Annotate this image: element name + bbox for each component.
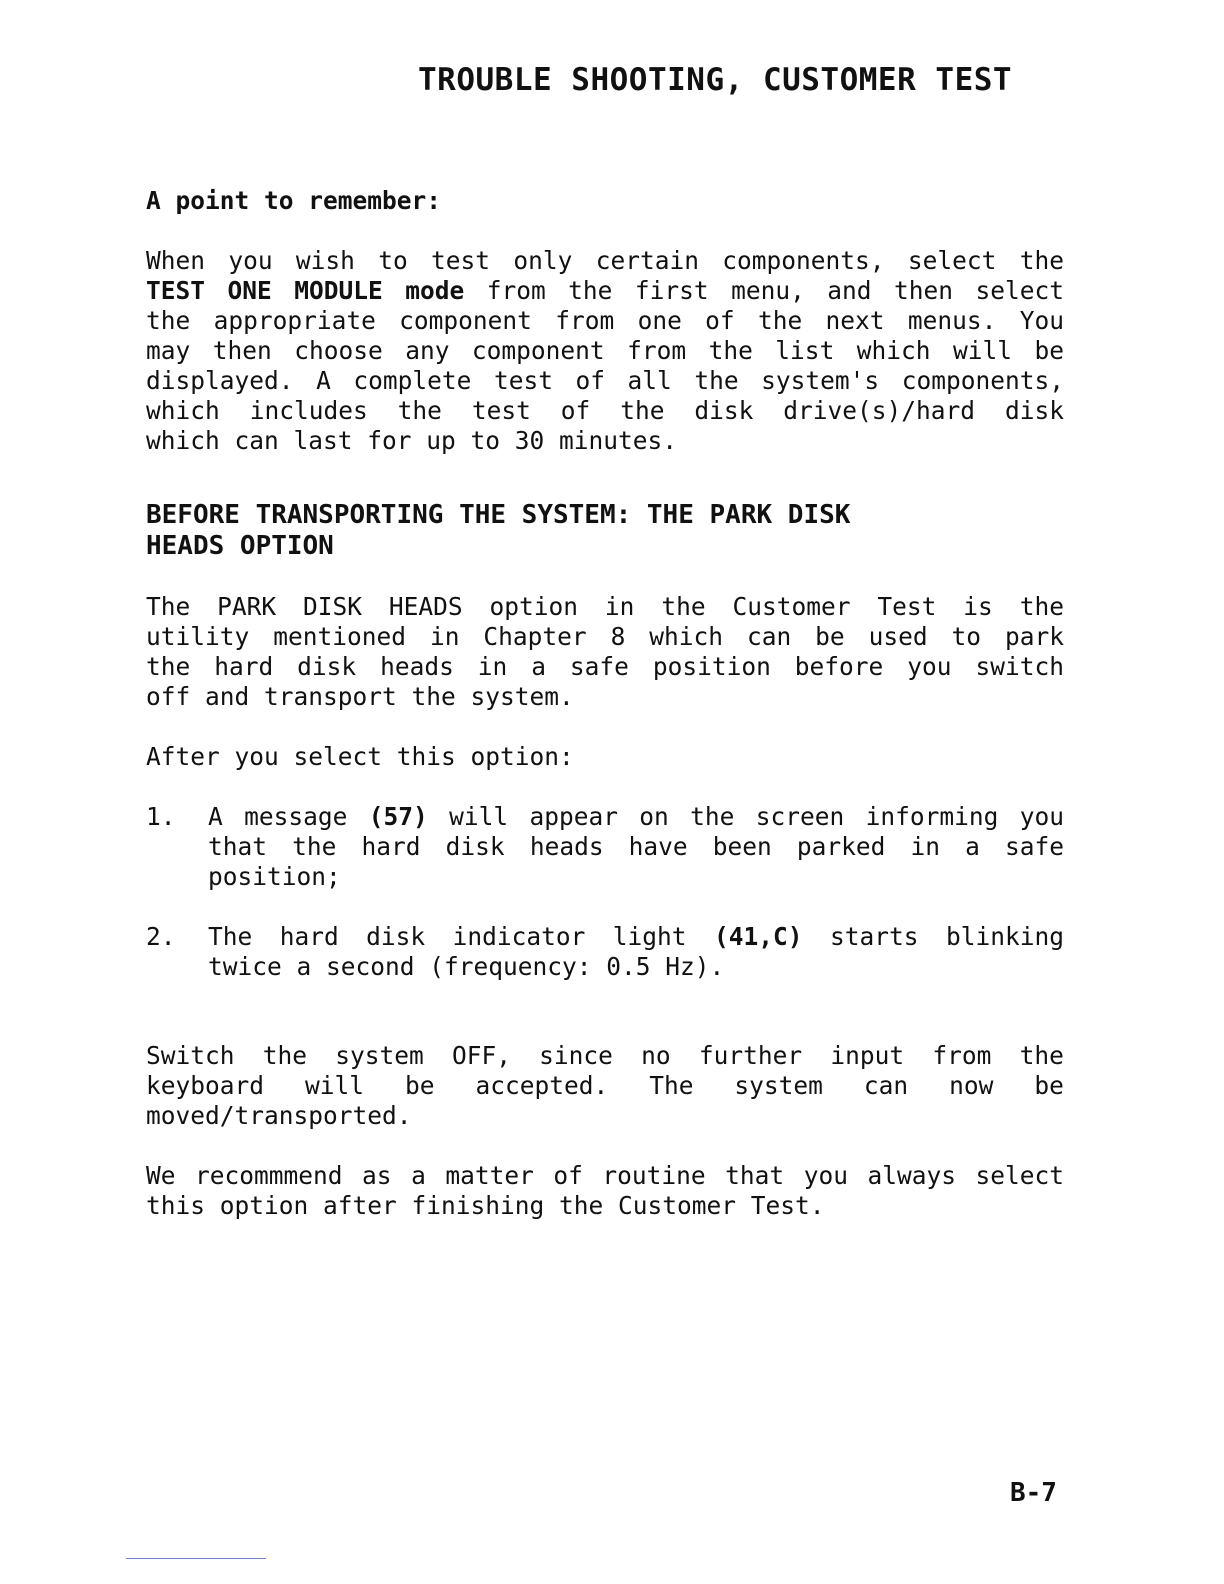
text-line: When you wish to test only certain components, select the <box>146 246 1064 275</box>
text-line: utility mentioned in Chapter 8 which can be used to park <box>146 622 1064 651</box>
spacer <box>146 216 1064 246</box>
text-line: which can last for up to 30 minutes. <box>146 426 678 455</box>
page-number: B-7 <box>1010 1478 1057 1508</box>
text-line: the appropriate component from one of the next menus. You <box>146 306 1064 335</box>
list-item <box>146 922 1064 982</box>
text-line: The hard disk indicator light (41,C) starts blinking <box>208 922 1064 951</box>
recommend-paragraph <box>146 1161 1064 1221</box>
text-line: which includes the test of the disk drive(s)/hard disk <box>146 396 1064 425</box>
text-line: position; <box>208 862 341 891</box>
spacer <box>146 456 1064 500</box>
after-select-text: After you select this option: <box>146 742 574 771</box>
spacer <box>146 982 1064 1026</box>
text-line: A message (57) will appear on the screen informing you <box>208 802 1064 831</box>
text-line: this option after finishing the Customer Test. <box>146 1191 825 1220</box>
text-line: may then choose any component from the list which will be <box>146 336 1064 365</box>
document-body <box>146 186 1064 1221</box>
text-line: that the hard disk heads have been parked in a safe <box>208 832 1064 861</box>
text-line: moved/transported. <box>146 1101 412 1130</box>
list-item <box>146 802 1064 892</box>
text-line: TEST ONE MODULE mode from the first menu, and then select <box>146 276 1064 305</box>
point-heading: A point to remember: <box>146 186 442 215</box>
switch-paragraph <box>146 1041 1064 1131</box>
list-number: 2. <box>146 922 176 951</box>
point-paragraph <box>146 246 1064 456</box>
text-line: We recommmend as a matter of routine that you always select <box>146 1161 1064 1190</box>
text-line: displayed. A complete test of all the system's components, <box>146 366 1064 395</box>
footer-rule <box>126 1558 266 1559</box>
section-heading: BEFORE TRANSPORTING THE SYSTEM: THE PARK DISK HEADS OPTION <box>146 500 851 561</box>
text-line: the hard disk heads in a safe position before you switch <box>146 652 1064 681</box>
list-number: 1. <box>146 802 176 831</box>
park-intro-paragraph <box>146 592 1064 712</box>
reference-code: (41,C) <box>714 922 803 951</box>
mode-name: TEST <box>146 276 206 305</box>
text-line: twice a second (frequency: 0.5 Hz). <box>208 952 725 981</box>
spacer <box>146 712 1064 742</box>
text-line: Switch the system OFF, since no further input from the <box>146 1041 1064 1070</box>
spacer <box>146 1026 1064 1041</box>
spacer <box>146 562 1064 592</box>
reference-code: (57) <box>368 802 428 831</box>
spacer <box>146 1131 1064 1161</box>
page-title: TROUBLE SHOOTING, CUSTOMER TEST <box>418 62 1013 98</box>
text-line: keyboard will be accepted. The system can now be <box>146 1071 1064 1100</box>
text-line: off and transport the system. <box>146 682 574 711</box>
spacer <box>146 772 1064 802</box>
spacer <box>146 892 1064 922</box>
text-line: The PARK DISK HEADS option in the Customer Test is the <box>146 592 1064 621</box>
